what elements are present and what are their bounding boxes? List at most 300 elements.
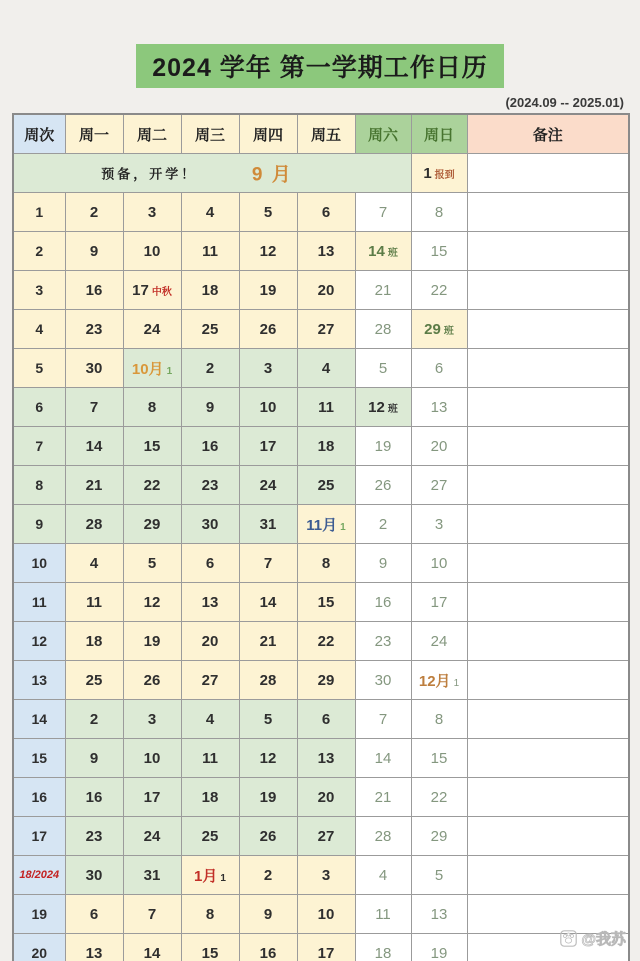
day-cell	[297, 895, 355, 934]
day-cell	[297, 700, 355, 739]
week-row	[13, 310, 629, 349]
day-cell	[123, 310, 181, 349]
day-text: 31	[259, 515, 277, 533]
day-cell	[123, 271, 181, 310]
day-text: 5	[263, 710, 273, 728]
day-cell	[123, 544, 181, 583]
day-text: 16	[201, 437, 219, 455]
day-cell	[355, 193, 411, 232]
day-text: 21	[374, 788, 392, 806]
day-cell	[181, 700, 239, 739]
day-cell	[411, 271, 467, 310]
column-header-day-3: 周三	[181, 114, 239, 154]
day-text: 13	[430, 398, 448, 416]
day-cell	[355, 232, 411, 271]
day-text: 6	[321, 710, 331, 728]
day-cell	[355, 466, 411, 505]
day-cell	[411, 895, 467, 934]
day-text: 13	[317, 749, 335, 767]
day-text: 28	[259, 671, 277, 689]
day-text: 12	[368, 398, 385, 416]
day-cell	[411, 817, 467, 856]
day-text: 2	[378, 515, 388, 533]
day-text: 18	[201, 788, 219, 806]
day-text: 23	[85, 827, 103, 845]
day-text: 8	[434, 710, 444, 728]
day-text: 1	[340, 521, 346, 533]
remark-cell	[467, 817, 629, 856]
school-start-note: 预备，开学！	[101, 166, 198, 182]
day-cell	[239, 622, 297, 661]
column-header-day-6: 周六	[355, 114, 411, 154]
day-cell	[411, 505, 467, 544]
day-cell	[239, 778, 297, 817]
day-cell	[239, 856, 297, 895]
day-text: 10	[317, 905, 335, 923]
day-cell	[123, 661, 181, 700]
day-text: 班	[387, 247, 398, 259]
day-cell	[239, 349, 297, 388]
day-text: 4	[378, 866, 388, 884]
week-number-cell: 16	[13, 778, 65, 817]
day-text: 14	[368, 242, 385, 260]
day-text: 19	[143, 632, 161, 650]
day-text: 26	[259, 827, 277, 845]
paw-logo-icon	[560, 930, 577, 947]
day-text: 27	[430, 476, 448, 494]
week-row	[13, 817, 629, 856]
day-text: 13	[201, 593, 219, 611]
day-text: 21	[85, 476, 103, 494]
day-text: 8	[321, 554, 331, 572]
day-text: 12	[143, 593, 161, 611]
day-text: 13	[430, 905, 448, 923]
day-cell	[355, 310, 411, 349]
day-text: 29	[430, 827, 448, 845]
day-text: 13	[317, 242, 335, 260]
day-text: 8	[205, 905, 215, 923]
day-text: 25	[85, 671, 103, 689]
week-row	[13, 778, 629, 817]
week-number-cell: 6	[13, 388, 65, 427]
day-text: 26	[143, 671, 161, 689]
day-text: 9	[89, 749, 99, 767]
day-text: 7	[89, 398, 99, 416]
day-text: 1	[166, 365, 173, 377]
remark-cell	[467, 700, 629, 739]
day-cell	[411, 622, 467, 661]
day-cell	[411, 388, 467, 427]
day-cell	[239, 544, 297, 583]
day-cell	[411, 934, 467, 961]
day-text: 10	[259, 398, 277, 416]
page-title: 2024 学年 第一学期工作日历	[136, 44, 504, 88]
day-cell	[239, 427, 297, 466]
day-cell	[181, 271, 239, 310]
day-text: 班	[387, 403, 398, 415]
week-row	[13, 466, 629, 505]
day-text: 19	[374, 437, 392, 455]
week-number-cell: 5	[13, 349, 65, 388]
day-cell	[123, 856, 181, 895]
watermark-text: @我苏	[581, 931, 626, 948]
remark-cell	[467, 622, 629, 661]
day-cell	[355, 895, 411, 934]
day-text: 15	[430, 242, 448, 260]
date-range: (2024.09 -- 2025.01)	[505, 95, 624, 110]
day-cell	[123, 349, 181, 388]
day-cell	[239, 388, 297, 427]
day-text: 22	[143, 476, 161, 494]
day-text: 25	[201, 827, 219, 845]
day-cell	[181, 856, 239, 895]
day-text: 10	[143, 749, 161, 767]
day-cell	[123, 739, 181, 778]
day-cell	[181, 739, 239, 778]
day-text: 7	[378, 710, 388, 728]
day-text: 20	[201, 632, 219, 650]
week-row	[13, 583, 629, 622]
day-cell	[297, 271, 355, 310]
week-row	[13, 193, 629, 232]
day-cell	[411, 193, 467, 232]
week-number-cell: 4	[13, 310, 65, 349]
day-text: 5	[378, 359, 388, 377]
day-text: 16	[374, 593, 392, 611]
day-text: 1	[423, 164, 432, 182]
day-cell	[181, 193, 239, 232]
day-text: 8	[147, 398, 157, 416]
week-row	[13, 700, 629, 739]
day-text: 15	[143, 437, 161, 455]
day-cell	[181, 505, 239, 544]
day-text: 14	[143, 944, 161, 961]
day-cell	[181, 934, 239, 961]
day-text: 5	[263, 203, 273, 221]
day-cell	[297, 193, 355, 232]
day-text: 26	[259, 320, 277, 338]
week-row	[13, 271, 629, 310]
day-text: 6	[89, 905, 99, 923]
day-text: 17	[317, 944, 335, 961]
remark-cell	[467, 739, 629, 778]
day-text: 19	[259, 788, 277, 806]
day-text: 3	[147, 710, 157, 728]
day-cell	[65, 817, 123, 856]
day-text: 22	[430, 788, 448, 806]
day-cell	[297, 817, 355, 856]
day-text: 6	[321, 203, 331, 221]
day-cell	[181, 895, 239, 934]
remark-cell	[467, 505, 629, 544]
day-cell	[123, 466, 181, 505]
day-text: 4	[89, 554, 99, 572]
column-header-week: 周次	[13, 114, 65, 154]
day-text: 17	[143, 788, 161, 806]
watermark	[560, 928, 626, 949]
day-cell	[355, 349, 411, 388]
day-cell	[181, 817, 239, 856]
week-number-cell: 10	[13, 544, 65, 583]
day-cell	[123, 934, 181, 961]
week-number-cell: 20	[13, 934, 65, 961]
day-cell	[239, 271, 297, 310]
day-cell	[355, 583, 411, 622]
day-cell	[123, 700, 181, 739]
week-number-cell: 8	[13, 466, 65, 505]
day-cell	[65, 856, 123, 895]
day-cell-registration	[411, 154, 467, 193]
remark-cell	[467, 388, 629, 427]
day-cell	[411, 739, 467, 778]
day-cell	[123, 388, 181, 427]
day-cell	[65, 466, 123, 505]
week-row	[13, 934, 629, 961]
day-text: 7	[263, 554, 273, 572]
day-cell	[355, 271, 411, 310]
day-text: 29	[424, 320, 441, 338]
day-text: 19	[430, 944, 448, 961]
day-text: 14	[374, 749, 392, 767]
day-cell	[297, 778, 355, 817]
day-text: 18	[374, 944, 392, 961]
day-text: 16	[85, 281, 103, 299]
remark-cell	[467, 778, 629, 817]
day-text: 4	[205, 710, 215, 728]
day-cell	[355, 778, 411, 817]
day-text: 24	[143, 827, 161, 845]
day-cell	[239, 466, 297, 505]
day-text: 30	[374, 671, 392, 689]
remark-cell	[467, 427, 629, 466]
day-text: 20	[317, 281, 335, 299]
day-cell	[297, 505, 355, 544]
day-cell	[355, 622, 411, 661]
week-row	[13, 895, 629, 934]
day-cell	[181, 232, 239, 271]
day-text: 班	[443, 325, 454, 337]
day-text: 11	[318, 398, 334, 416]
day-text: 25	[201, 320, 219, 338]
day-cell	[65, 778, 123, 817]
day-text: 3	[321, 866, 331, 884]
month-row-september	[13, 154, 629, 193]
day-cell	[181, 778, 239, 817]
day-text: 10	[430, 554, 448, 572]
day-text: 27	[317, 320, 335, 338]
week-row	[13, 661, 629, 700]
day-cell	[65, 895, 123, 934]
day-text: 22	[317, 632, 335, 650]
day-text: 23	[85, 320, 103, 338]
day-cell	[297, 739, 355, 778]
day-text: 5	[434, 866, 444, 884]
week-number-cell: 13	[13, 661, 65, 700]
day-cell	[411, 310, 467, 349]
day-text: 23	[374, 632, 392, 650]
day-text: 2	[89, 203, 99, 221]
day-text: 29	[317, 671, 335, 689]
day-cell	[123, 622, 181, 661]
day-text: 15	[430, 749, 448, 767]
day-text: 14	[259, 593, 277, 611]
day-text: 9	[89, 242, 99, 260]
column-header-remark: 备注	[467, 114, 629, 154]
day-text: 21	[259, 632, 277, 650]
day-text: 15	[317, 593, 335, 611]
week-number-cell: 3	[13, 271, 65, 310]
day-cell	[181, 310, 239, 349]
day-cell	[297, 583, 355, 622]
day-cell	[65, 583, 123, 622]
day-cell	[65, 349, 123, 388]
day-cell	[411, 856, 467, 895]
day-cell	[65, 544, 123, 583]
day-cell	[239, 505, 297, 544]
week-number-cell: 15	[13, 739, 65, 778]
day-cell	[297, 856, 355, 895]
day-text: 2	[89, 710, 99, 728]
day-text: 11	[202, 242, 218, 260]
day-text: 5	[147, 554, 157, 572]
day-cell	[181, 583, 239, 622]
week-row	[13, 349, 629, 388]
day-text: 28	[374, 827, 392, 845]
day-text: 12	[259, 242, 277, 260]
day-cell	[355, 739, 411, 778]
week-number-cell: 12	[13, 622, 65, 661]
day-cell	[65, 739, 123, 778]
day-cell	[239, 193, 297, 232]
remark-cell	[467, 583, 629, 622]
column-header-day-5: 周五	[297, 114, 355, 154]
day-text: 20	[430, 437, 448, 455]
day-text: 1月	[194, 867, 218, 885]
day-text: 13	[85, 944, 103, 961]
day-text: 27	[317, 827, 335, 845]
day-cell	[123, 427, 181, 466]
day-cell	[65, 505, 123, 544]
day-cell	[297, 310, 355, 349]
week-row	[13, 856, 629, 895]
day-cell	[411, 466, 467, 505]
day-cell	[239, 232, 297, 271]
day-cell	[239, 310, 297, 349]
day-text: 9	[205, 398, 215, 416]
day-cell	[123, 817, 181, 856]
day-text: 16	[85, 788, 103, 806]
day-text: 28	[85, 515, 103, 533]
day-text: 9	[378, 554, 388, 572]
day-text: 7	[147, 905, 157, 923]
day-text: 21	[374, 281, 392, 299]
week-number-cell: 7	[13, 427, 65, 466]
day-text: 中秋	[151, 286, 172, 298]
day-cell	[181, 388, 239, 427]
day-text: 3	[147, 203, 157, 221]
day-cell	[411, 661, 467, 700]
day-cell	[355, 427, 411, 466]
day-cell	[123, 505, 181, 544]
column-header-day-1: 周一	[65, 114, 123, 154]
week-row	[13, 505, 629, 544]
day-cell	[123, 778, 181, 817]
remark-cell	[467, 232, 629, 271]
day-cell	[239, 895, 297, 934]
day-cell	[65, 934, 123, 961]
week-number-cell: 2	[13, 232, 65, 271]
day-cell	[123, 232, 181, 271]
day-cell	[65, 700, 123, 739]
day-text: 25	[317, 476, 335, 494]
day-cell	[355, 661, 411, 700]
day-cell	[355, 934, 411, 961]
day-text: 10月	[131, 360, 164, 378]
remark-cell	[467, 856, 629, 895]
day-text: 29	[143, 515, 161, 533]
week-number-cell: 11	[13, 583, 65, 622]
week-row	[13, 232, 629, 271]
remark-cell	[467, 310, 629, 349]
day-text: 4	[205, 203, 215, 221]
day-text: 2	[205, 359, 215, 377]
day-cell	[123, 193, 181, 232]
day-cell	[181, 427, 239, 466]
remark-cell	[467, 661, 629, 700]
day-text: 1	[453, 677, 460, 689]
day-cell	[297, 349, 355, 388]
day-text: 22	[430, 281, 448, 299]
remark-cell	[467, 154, 629, 193]
week-row	[13, 388, 629, 427]
day-text: 19	[259, 281, 277, 299]
day-cell	[65, 388, 123, 427]
remark-cell	[467, 466, 629, 505]
day-text: 27	[201, 671, 219, 689]
day-cell	[181, 661, 239, 700]
day-cell	[181, 544, 239, 583]
day-cell	[65, 193, 123, 232]
day-text: 20	[317, 788, 335, 806]
day-text: 12	[259, 749, 277, 767]
day-cell	[181, 349, 239, 388]
day-cell	[239, 739, 297, 778]
day-text: 1	[220, 872, 226, 884]
day-text: 报到	[434, 169, 455, 181]
day-text: 11月	[306, 516, 338, 534]
day-text: 17	[132, 281, 149, 299]
day-cell	[297, 466, 355, 505]
day-cell	[355, 817, 411, 856]
month-label-september: 9 月	[251, 164, 293, 186]
day-cell	[411, 700, 467, 739]
day-cell	[123, 895, 181, 934]
day-cell	[355, 544, 411, 583]
day-text: 30	[85, 866, 103, 884]
day-cell	[65, 427, 123, 466]
day-cell	[65, 271, 123, 310]
day-cell	[65, 232, 123, 271]
day-cell	[355, 700, 411, 739]
day-cell	[297, 934, 355, 961]
day-cell	[355, 856, 411, 895]
week-number-cell: 1	[13, 193, 65, 232]
day-text: 18	[201, 281, 219, 299]
day-text: 17	[259, 437, 277, 455]
day-text: 10	[143, 242, 161, 260]
day-cell	[355, 505, 411, 544]
day-text: 15	[201, 944, 219, 961]
